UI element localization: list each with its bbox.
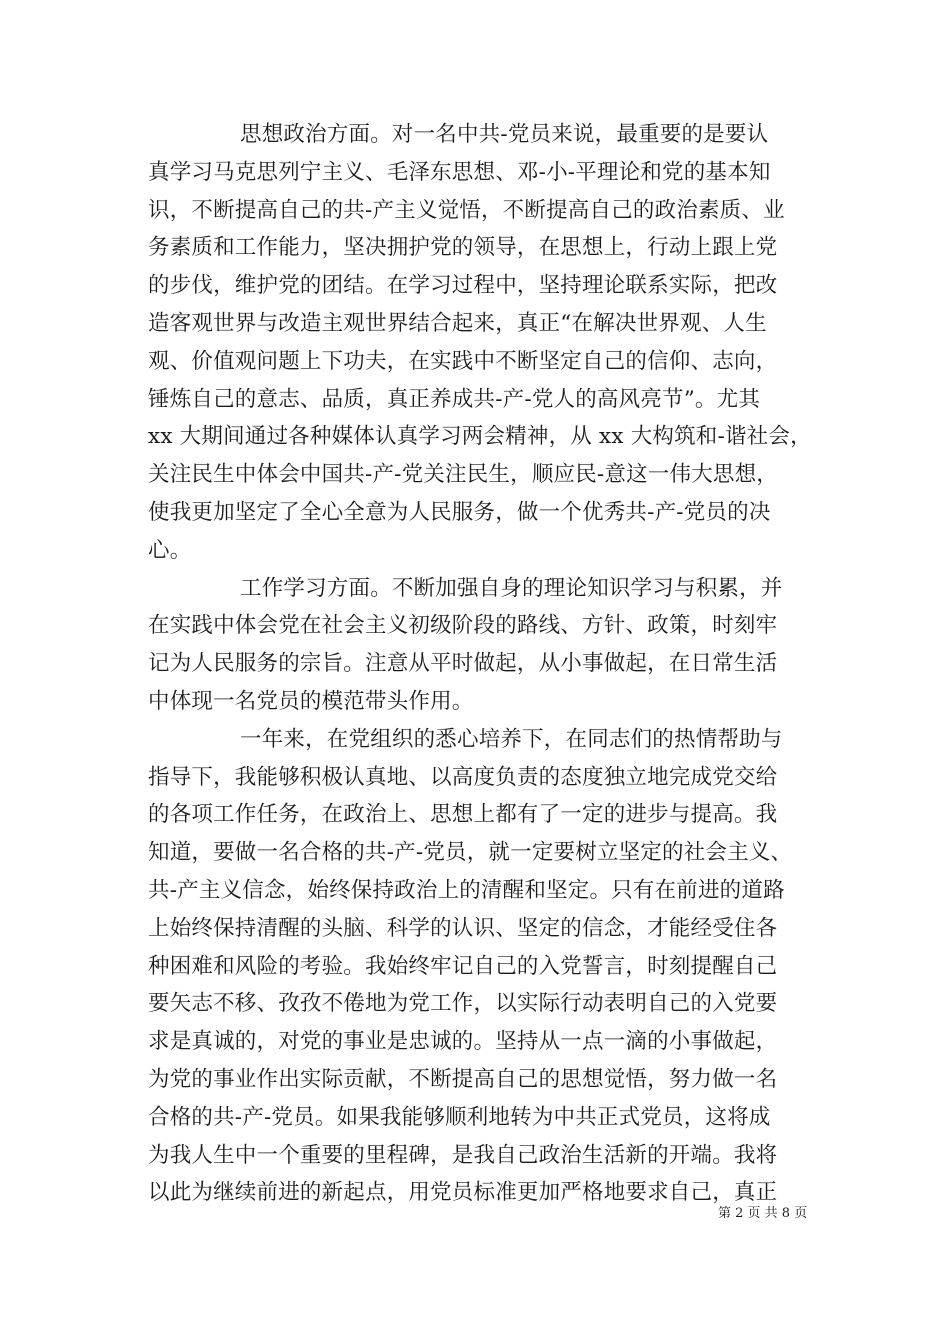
page-number-footer: 第 2 页 共 8 页 xyxy=(718,1206,808,1221)
paragraph-line: 共-产主义信念，始终保持政治上的清醒和坚定。只有在前进的道路 xyxy=(148,877,785,903)
paragraph-line: 指导下，我能够积极认真地、以高度负责的态度独立地完成党交给 xyxy=(148,764,778,790)
paragraph-line: 为党的事业作出实际贡献，不断提高自己的思想觉悟，努力做一名 xyxy=(148,1066,778,1092)
paragraph-line: 记为人民服务的宗旨。注意从平时做起，从小事做起，在日常生活 xyxy=(148,651,778,677)
paragraph-line: 为我人生中一个重要的里程碑，是我自己政治生活新的开端。我将 xyxy=(148,1142,778,1168)
paragraph-line: 造客观世界与改造主观世界结合起来，真正“在解决世界观、人生 xyxy=(148,310,767,336)
paragraph-line: 以此为继续前进的新起点，用党员标准更加严格地要求自己，真正 xyxy=(148,1180,778,1206)
paragraph-line: 知道，要做一名合格的共-产-党员，就一定要树立坚定的社会主义、 xyxy=(148,840,793,866)
paragraph-line: 的步伐，维护党的团结。在学习过程中，坚持理论联系实际，把改 xyxy=(148,273,778,299)
paragraph-line: 关注民生中体会中国共-产-党关注民生，顺应民-意这一伟大思想， xyxy=(148,462,778,488)
paragraph-line: xx 大期间通过各种媒体认真学习两会精神，从 xx 大构筑和-谐社会， xyxy=(148,424,812,450)
paragraph-line: 求是真诚的，对党的事业是忠诚的。坚持从一点一滴的小事做起， xyxy=(148,1029,778,1055)
paragraph-line: 识，不断提高自己的共-产主义觉悟，不断提高自己的政治素质、业 xyxy=(148,197,785,223)
paragraph-line: 的各项工作任务，在政治上、思想上都有了一定的进步与提高。我 xyxy=(148,802,778,828)
paragraph-line: 中体现一名党员的模范带头作用。 xyxy=(148,688,474,714)
paragraph-line: 心。 xyxy=(148,537,192,563)
paragraph-line: 真学习马克思列宁主义、毛泽东思想、邓-小-平理论和党的基本知 xyxy=(148,159,771,185)
paragraph-line: 合格的共-产-党员。如果我能够顺利地转为中共正式党员，这将成 xyxy=(148,1104,771,1130)
paragraph-line: 思想政治方面。对一名中共-党员来说，最重要的是要认 xyxy=(240,122,769,147)
paragraph-line: 观、价值观问题上下功夫，在实践中不断坚定自己的信仰、志向， xyxy=(148,348,778,374)
paragraph-line: 使我更加坚定了全心全意为人民服务，做一个优秀共-产-党员的决 xyxy=(148,499,771,525)
paragraph-line: 要矢志不移、孜孜不倦地为党工作，以实际行动表明自己的入党要 xyxy=(148,991,778,1017)
paragraph-line: 务素质和工作能力，坚决拥护党的领导，在思想上，行动上跟上党 xyxy=(148,235,778,261)
paragraph-line: 锤炼自己的意志、品质，真正养成共-产-党人的高风亮节”。尤其 xyxy=(148,386,761,412)
paragraph-line: 一年来，在党组织的悉心培养下，在同志们的热情帮助与 xyxy=(240,726,783,752)
document-body xyxy=(148,116,828,1212)
paragraph-line: 上始终保持清醒的头脑、科学的认识、坚定的信念，才能经受住各 xyxy=(148,915,778,941)
paragraph-line: 工作学习方面。不断加强自身的理论知识学习与积累，并 xyxy=(240,575,783,601)
paragraph-line: 在实践中体会党在社会主义初级阶段的路线、方针、政策，时刻牢 xyxy=(148,613,778,639)
paragraph-line: 种困难和风险的考验。我始终牢记自己的入党誓言，时刻提醒自己 xyxy=(148,953,778,979)
